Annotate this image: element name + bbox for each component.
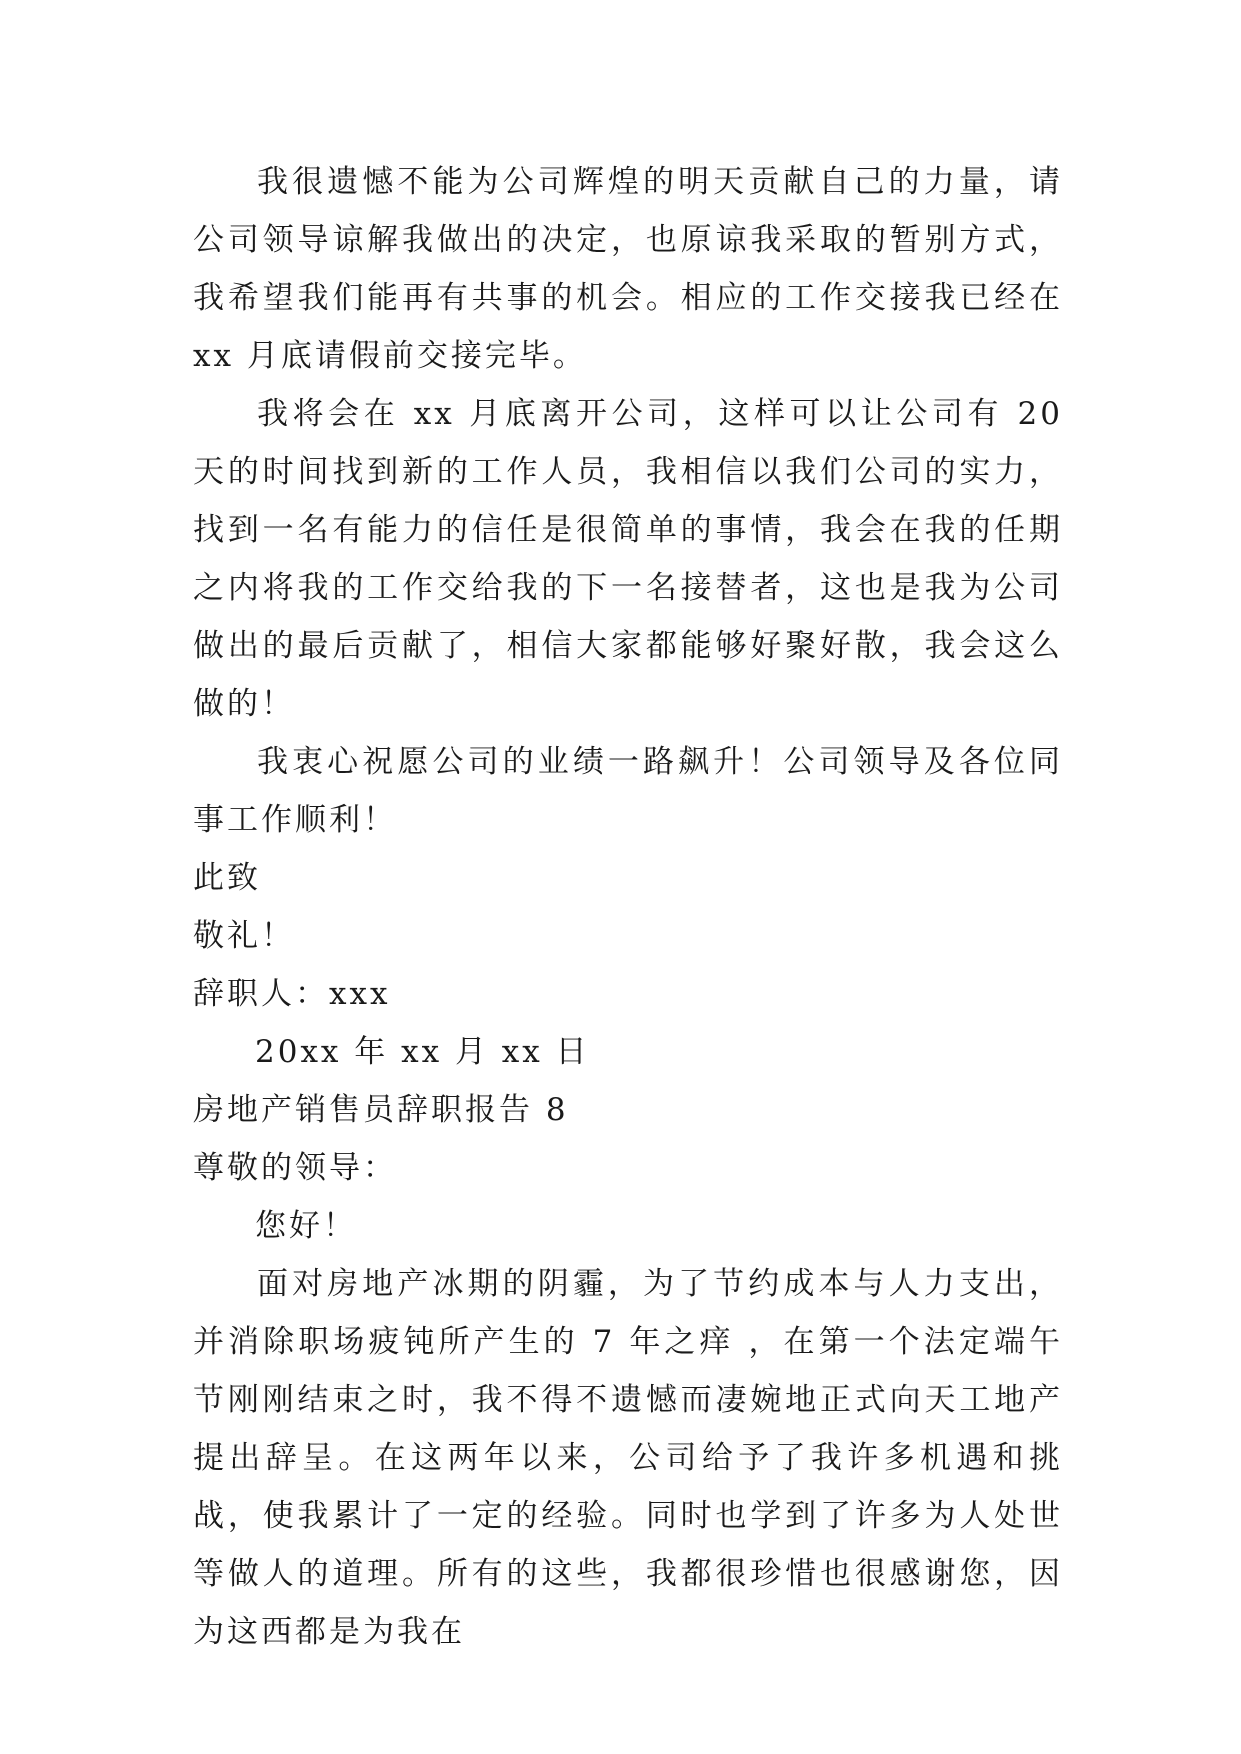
closing-salutation-2: 敬礼！: [193, 918, 295, 954]
addressee-line: 尊敬的领导：: [193, 1150, 397, 1186]
paragraph-reason: 面对房地产冰期的阴霾，为了节约成本与人力支出，并消除职场疲钝所产生的 7 年之痒 ，在第一个法定端午节刚刚结束之时，我不得不遗憾而凄婉地正式向天工地产提出辞呈。在这两年以来，公司给予了我许多机遇和挑战，使我累计了一定的经验。同时也学到了许多为人处世等做人的道理。所有的这些，我都很珍惜也很感谢您，因为这西都是为我在: [193, 1266, 1063, 1650]
paragraph-wishes: 我衷心祝愿公司的业绩一路飙升！公司领导及各位同事工作顺利！: [193, 744, 1063, 838]
signer-line: 辞职人：xxx: [193, 976, 391, 1012]
document-body: [193, 153, 1063, 1661]
closing-salutation-1: 此致: [193, 860, 261, 896]
paragraph-departure: 我将会在 xx 月底离开公司，这样可以让公司有 20 天的时间找到新的工作人员，我相信以我们公司的实力，找到一名有能力的信任是很简单的事情，我会在我的任期之内将我的工作交给我的下一名接替者，这也是我为公司做出的最后贡献了，相信大家都能够好聚好散，我会这么做的！: [193, 396, 1063, 722]
paragraph-regret: 我很遗憾不能为公司辉煌的明天贡献自己的力量，请公司领导谅解我做出的决定，也原谅我采取的暂别方式，我希望我们能再有共事的机会。相应的工作交接我已经在 xx 月底请假前交接完毕。: [193, 164, 1063, 374]
section-title: 房地产销售员辞职报告 8: [193, 1092, 569, 1128]
date-line: 20xx 年 xx 月 xx 日: [255, 1034, 590, 1070]
greeting-line: 您好！: [255, 1208, 357, 1244]
